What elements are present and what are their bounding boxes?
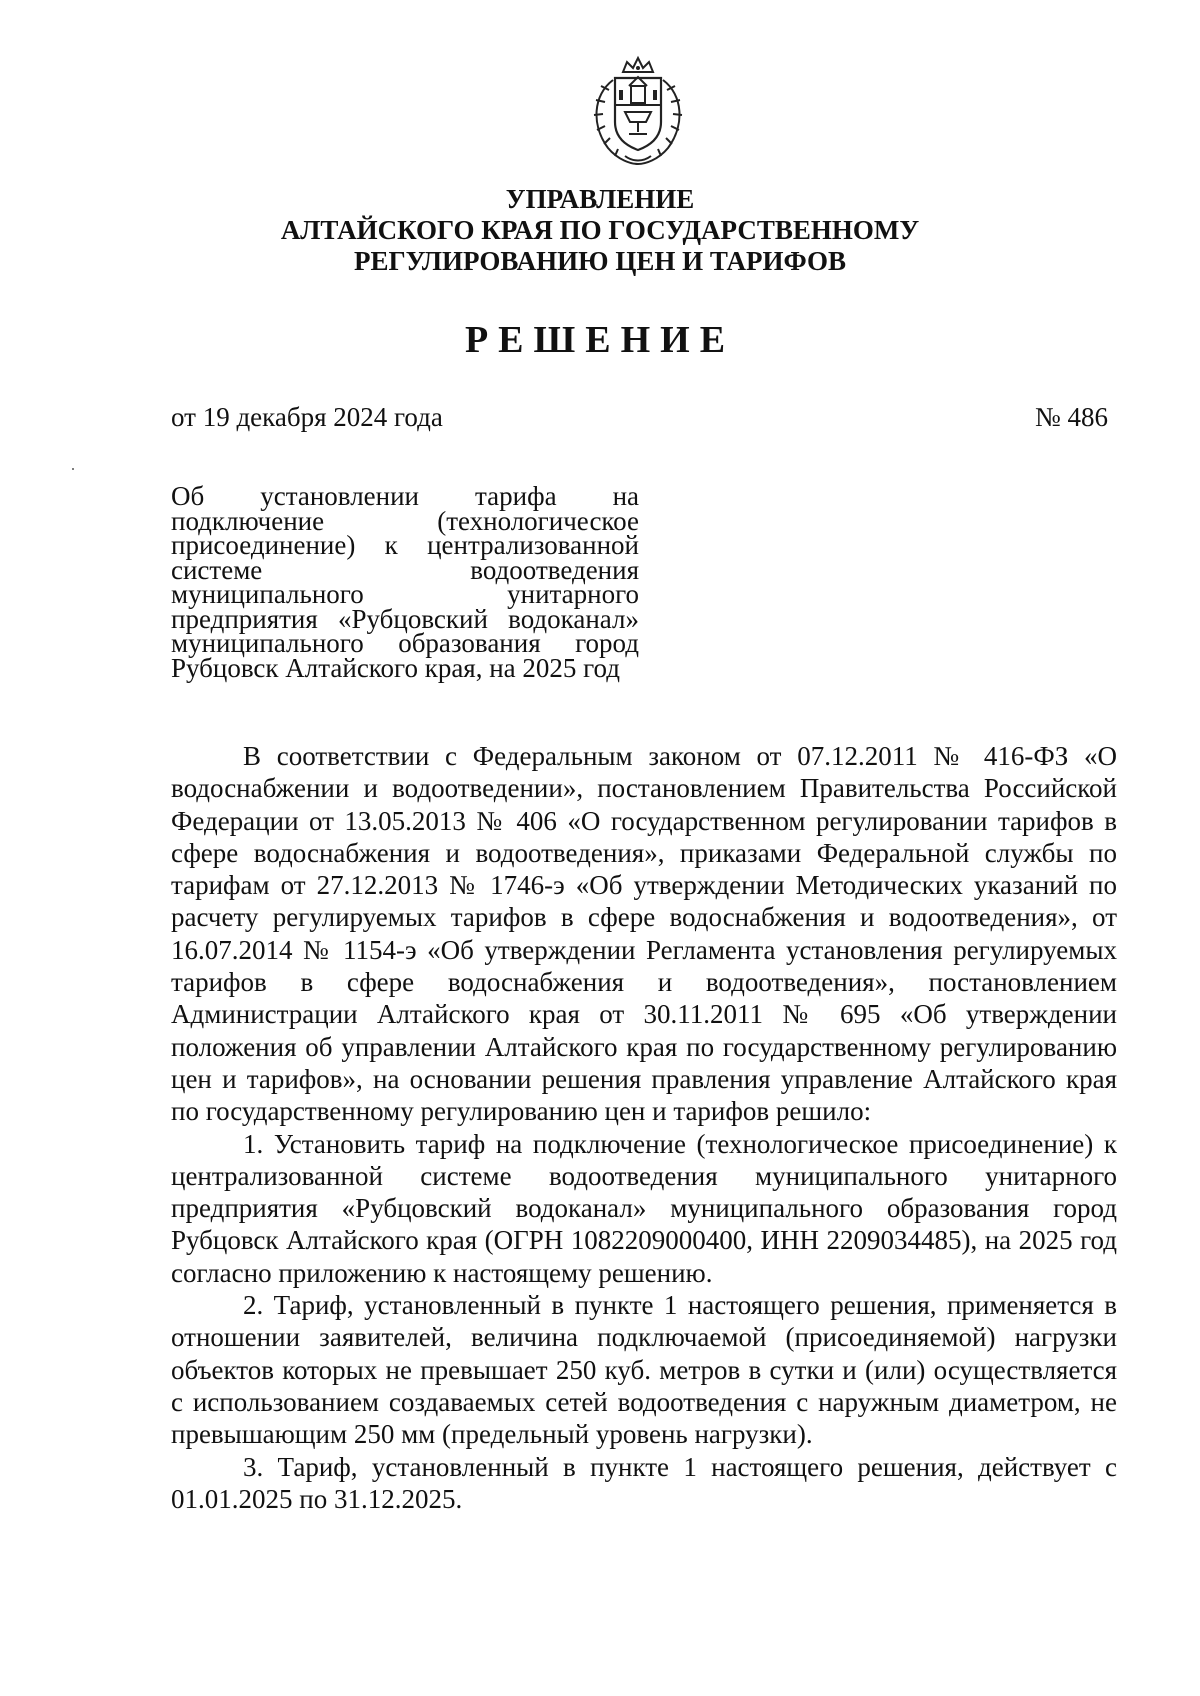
document-date: от 19 декабря 2024 года [171,402,443,432]
org-line-2: АЛТАЙСКОГО КРАЯ ПО ГОСУДАРСТВЕННОМУ [280,215,920,245]
subject-line: предприятия «Рубцовский водоканал» [171,603,639,634]
org-line-1: УПРАВЛЕНИЕ [505,184,695,214]
document-subject [171,481,639,683]
decision-item-3: 3. Тариф, установленный в пункте 1 настоящего решения, действует с 01.01.2025 по 31.12.2025. [171,1451,1117,1514]
subject-line: Об установлении тарифа на [171,481,639,511]
subject-line: муниципального унитарного [171,579,639,609]
subject-line: подключение (технологическое [171,505,639,536]
subject-line: Рубцовск Алтайского края, на 2025 год [171,652,621,683]
document-number: № 486 [1034,402,1108,432]
altai-krai-coat-of-arms-icon [583,50,693,168]
document-type-title: РЕШЕНИЕ [464,319,736,361]
scan-speck [72,468,74,470]
decision-item-1: 1. Установить тариф на подключение (технологическое присоединение) к централизованной системе водоотведения муниципального унитарного предприятия «Рубцовский водоканал» муниципального образования город Рубцовск Алтайского края (ОГРН 1082209000400, ИНН 2209034485), на 2025 год согласно приложению к настоящему решению. [171,1128,1117,1288]
organization-name [0,184,1200,277]
subject-line: системе водоотведения [171,554,639,585]
preamble-paragraph: В соответствии с Федеральным законом от 07.12.2011 № 416-ФЗ «О водоснабжении и водоотведении», постановлением Правительства Российской Федерации от 13.05.2013 № 406 «О государственном регулировании тарифов в сфере водоснабжения и водоотведения», приказами Федеральной службы по тарифам от 27.12.2013 № 1746-э «Об утверждении Методических указаний по расчету регулируемых тарифов в сфере водоснабжения и водоотведения», от 16.07.2014 № 1154-э «Об утверждении Регламента установления регулируемых тарифов в сфере водоснабжения и водоотведения», постановлением Администрации Алтайского края от 30.11.2011 № 695 «Об утверждении положения об управлении Алтайского края по государственному регулированию цен и тарифов», на основании решения правления управление Алтайского края по государственному регулированию цен и тарифов решило: [171,741,1117,1127]
subject-line: муниципального образования город [171,628,639,658]
subject-line: присоединение) к централизованной [171,530,639,560]
decision-item-2: 2. Тариф, установленный в пункте 1 настоящего решения, применяется в отношении заявителей, величина подключаемой (присоединяемой) нагрузки объектов которых не превышает 250 куб. метров в сутки и (или) осуществляется с использованием создаваемых сетей водоотведения с наружным диаметром, не превышающим 250 мм (предельный уровень нагрузки). [171,1290,1117,1450]
org-line-3: РЕГУЛИРОВАНИЮ ЦЕН И ТАРИФОВ [353,246,847,276]
document-body [171,740,1117,1515]
